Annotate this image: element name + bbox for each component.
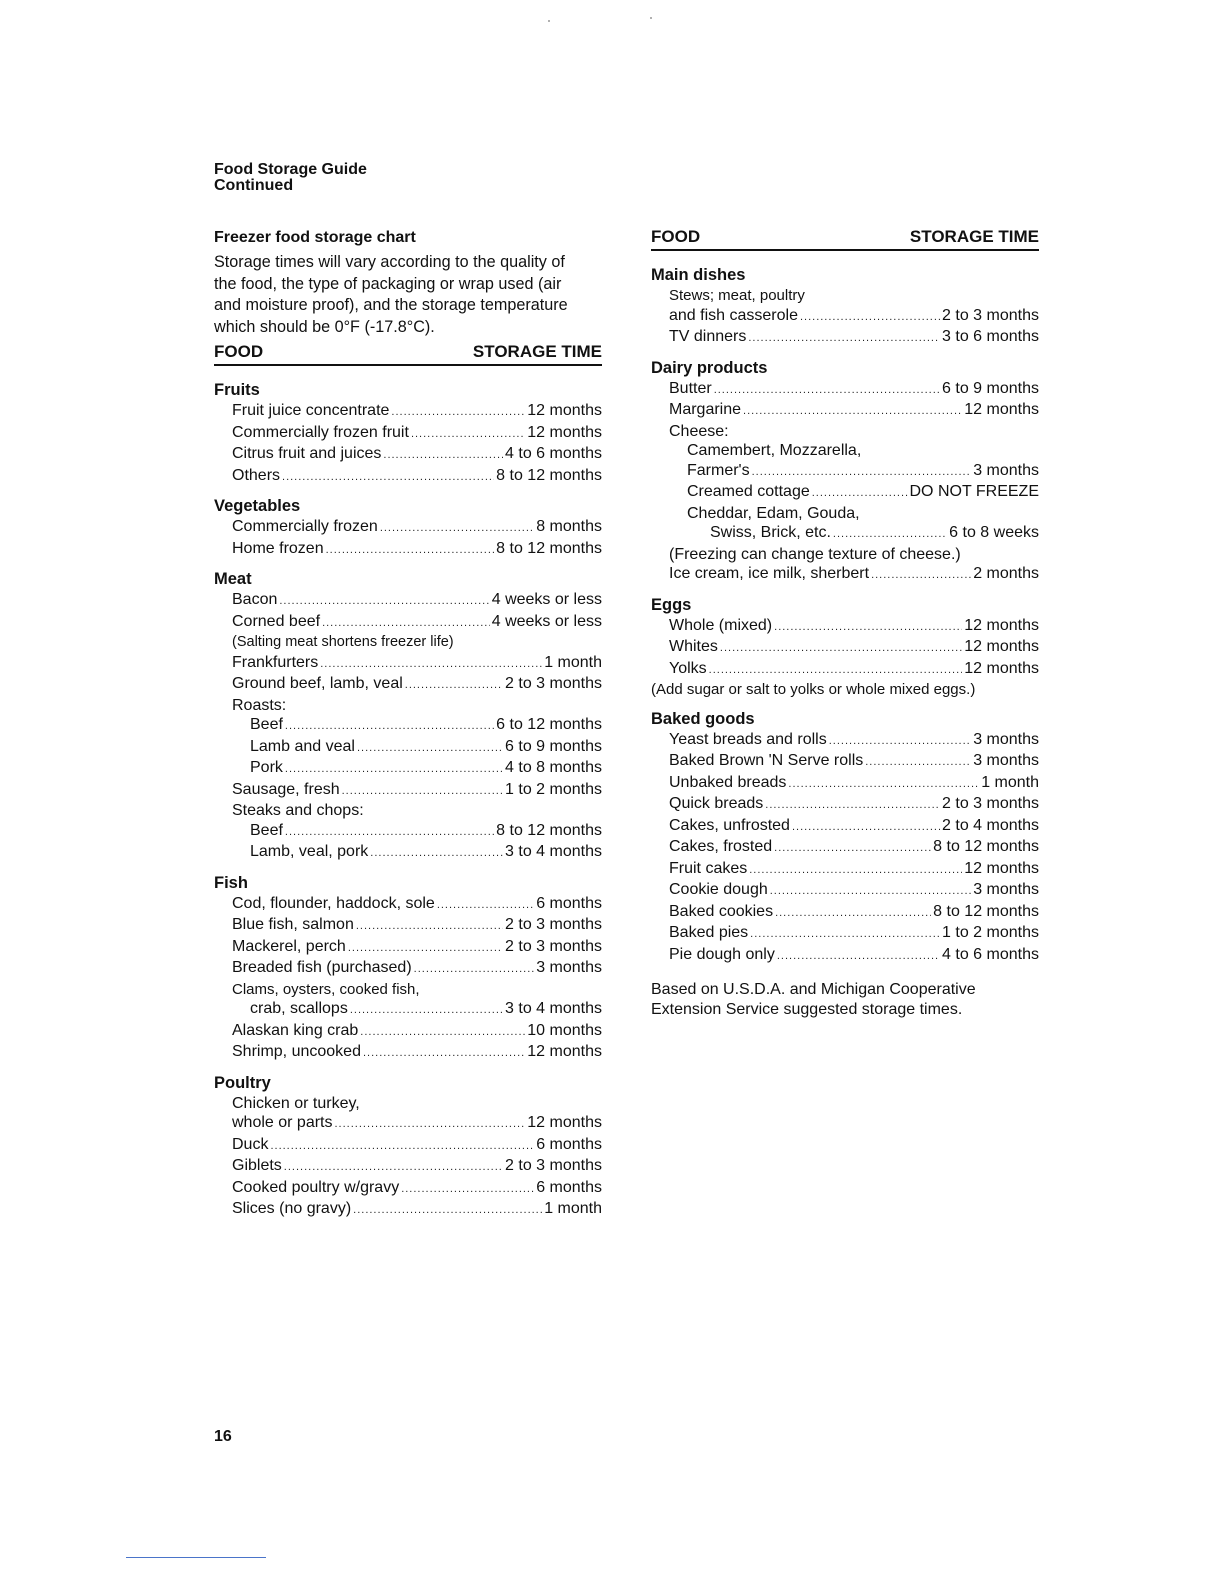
dot-leader	[326, 541, 495, 561]
section-title: Fish	[214, 873, 248, 892]
dot-leader	[380, 519, 534, 539]
storage-time: 6 to 9 months	[505, 737, 602, 755]
list-item	[651, 306, 1039, 328]
list-item	[651, 482, 1039, 504]
dot-leader	[743, 402, 962, 422]
dot-leader	[391, 403, 525, 423]
list-item	[214, 758, 602, 780]
food-name: Citrus fruit and juices	[232, 445, 382, 462]
food-name: Frankfurters	[232, 653, 319, 671]
dot-leader	[871, 566, 971, 586]
food-name: Mackerel, perch	[232, 937, 346, 955]
dot-leader	[414, 960, 535, 980]
food-name: Cakes, frosted	[669, 838, 773, 855]
food-name: Baked Brown 'N Serve rolls	[669, 752, 864, 769]
list-item	[214, 1178, 602, 1200]
food-name: Home frozen	[232, 539, 324, 557]
storage-time: 2 to 3 months	[942, 795, 1039, 812]
list-item	[651, 773, 1039, 795]
list-item	[651, 523, 1039, 545]
dot-leader	[752, 463, 972, 483]
dot-leader	[775, 904, 931, 924]
dot-leader	[812, 484, 908, 504]
dot-leader	[829, 732, 971, 752]
list-item	[651, 461, 1039, 483]
storage-time: 2 to 3 months	[505, 937, 602, 955]
storage-time: DO NOT FREEZE	[909, 483, 1039, 500]
food-name: Unbaked breads	[669, 773, 787, 791]
dot-leader	[279, 592, 489, 612]
food-name: and fish casserole	[669, 306, 798, 324]
dot-leader	[322, 614, 490, 634]
storage-time: 8 to 12 months	[933, 838, 1039, 855]
dot-leader	[285, 823, 494, 843]
list-item	[214, 1113, 602, 1135]
list-item	[214, 612, 602, 634]
storage-time: 3 months	[536, 959, 602, 976]
storage-time: 6 months	[536, 1178, 602, 1196]
storage-time: 1 month	[981, 773, 1039, 791]
scan-speck	[548, 20, 550, 22]
storage-time: 2 to 3 months	[942, 306, 1039, 324]
food-name: Alaskan king crab	[232, 1021, 359, 1039]
dot-leader	[774, 618, 962, 638]
list-item	[214, 517, 602, 539]
dot-leader	[342, 782, 503, 802]
storage-time: 3 to 4 months	[505, 843, 602, 860]
food-name: Yolks	[669, 659, 707, 677]
section-title: Meat	[214, 570, 252, 588]
storage-time: 6 to 12 months	[496, 716, 602, 733]
dot-leader	[350, 1001, 503, 1021]
list-item	[651, 902, 1039, 924]
food-name: Others	[232, 466, 281, 484]
food-name: Sausage, fresh	[232, 780, 340, 798]
section-title: Main dishes	[651, 266, 746, 284]
list-item	[651, 400, 1039, 422]
food-name: Quick breads	[669, 795, 764, 812]
list-item	[214, 915, 602, 937]
section-poultry	[214, 1073, 602, 1221]
list-item	[651, 564, 1039, 586]
list-item	[214, 1199, 602, 1221]
list-item	[651, 880, 1039, 902]
section-title: Eggs	[651, 595, 692, 614]
section-baked-goods	[651, 709, 1039, 967]
list-item	[214, 1021, 602, 1043]
dot-leader	[749, 861, 962, 881]
list-item	[214, 539, 602, 561]
scan-rule	[126, 1557, 266, 1558]
food-name: Swiss, Brick, etc.	[710, 524, 831, 541]
list-item	[214, 1156, 602, 1178]
list-item	[651, 837, 1039, 859]
food-name: Shrimp, uncooked	[232, 1043, 361, 1060]
food-name: TV dinners	[669, 328, 747, 345]
list-item	[214, 999, 602, 1021]
food-name: Giblets	[232, 1157, 282, 1174]
dot-leader	[750, 925, 940, 945]
section-main-dishes	[651, 265, 1039, 349]
food-name: Lamb, veal, pork	[250, 843, 369, 860]
storage-time: 2 to 3 months	[505, 1157, 602, 1174]
storage-time: 12 months	[964, 638, 1039, 655]
food-name: Commercially frozen fruit	[232, 423, 409, 441]
dot-leader	[348, 939, 503, 959]
list-item	[214, 1042, 602, 1064]
section-fish	[214, 873, 602, 1064]
storage-time: 1 month	[544, 1200, 602, 1217]
dot-leader	[320, 655, 542, 675]
storage-time: 2 to 3 months	[505, 675, 602, 692]
storage-time: 8 to 12 months	[496, 821, 602, 839]
dot-leader	[770, 882, 971, 902]
guide-subtitle: Continued	[214, 177, 294, 194]
list-item	[651, 616, 1039, 638]
list-item	[651, 923, 1039, 945]
section-vegetables	[214, 496, 602, 560]
food-name: Butter	[669, 379, 712, 397]
storage-time: 4 to 6 months	[942, 945, 1039, 963]
list-item	[651, 816, 1039, 838]
right-column	[651, 226, 1039, 1020]
list-item	[214, 894, 602, 916]
food-header: FOOD	[651, 227, 701, 246]
section-title: Vegetables	[214, 497, 301, 515]
dot-leader	[270, 1137, 534, 1157]
dot-leader	[370, 844, 503, 864]
dot-leader	[800, 308, 940, 328]
dot-leader	[720, 639, 962, 659]
storage-time: 8 to 12 months	[496, 539, 602, 557]
food-name: Bacon	[232, 591, 278, 608]
dot-leader	[774, 839, 931, 859]
dot-leader	[765, 796, 940, 816]
dot-leader	[405, 676, 503, 696]
storage-time: 12 months	[964, 616, 1039, 634]
dot-leader	[833, 525, 947, 545]
list-item	[651, 637, 1039, 659]
storage-time: 6 to 8 weeks	[949, 524, 1039, 541]
list-item	[214, 958, 602, 980]
storage-time: 3 to 6 months	[942, 328, 1039, 345]
dot-leader	[282, 468, 494, 488]
dot-leader	[284, 1158, 503, 1178]
food-name: Yeast breads and rolls	[669, 730, 827, 748]
food-name: Beef	[250, 716, 283, 733]
food-name: Whites	[669, 638, 718, 655]
list-item	[214, 674, 602, 696]
list-item	[214, 423, 602, 445]
intro-line: the food, the type of packaging or wrap used (air	[214, 274, 562, 293]
dot-leader	[709, 661, 963, 681]
food-name: Breaded fish (purchased)	[232, 959, 412, 976]
storage-time: 4 to 6 months	[505, 445, 602, 462]
food-name: Fruit cakes	[669, 859, 748, 877]
list-item	[214, 842, 602, 864]
storage-time: 12 months	[527, 423, 602, 441]
storage-time: 3 months	[973, 881, 1039, 898]
stews-label: Stews; meat, poultry	[669, 287, 805, 304]
scan-speck	[650, 17, 652, 19]
storage-time: 12 months	[964, 401, 1039, 418]
list-item	[214, 444, 602, 466]
dot-leader	[792, 818, 940, 838]
storage-time: 8 to 12 months	[496, 466, 602, 484]
list-item	[214, 715, 602, 737]
column-header	[214, 341, 602, 366]
cheese-label: Cheese:	[669, 422, 729, 440]
food-name: Lamb and veal	[250, 737, 355, 755]
storage-time: 12 months	[964, 859, 1039, 877]
intro-line: which should be 0°F (-17.8°C).	[214, 317, 435, 336]
food-name: Corned beef	[232, 612, 321, 630]
storage-time: 12 months	[527, 1043, 602, 1060]
food-name: Creamed cottage	[687, 483, 810, 500]
dot-leader	[285, 717, 494, 737]
dot-leader	[748, 329, 940, 349]
list-item	[651, 659, 1039, 681]
food-header: FOOD	[214, 342, 264, 361]
section-title: Baked goods	[651, 709, 755, 728]
column-header	[651, 226, 1039, 251]
list-item	[214, 653, 602, 675]
list-item	[651, 859, 1039, 881]
storage-time: 3 months	[973, 461, 1039, 479]
section-title: Fruits	[214, 381, 260, 399]
page-number: 16	[214, 1428, 232, 1445]
storage-time: 12 months	[964, 659, 1039, 677]
food-name: Fruit juice concentrate	[232, 402, 390, 419]
storage-time: 2 months	[973, 565, 1039, 582]
dot-leader	[335, 1115, 526, 1135]
storage-time-header: STORAGE TIME	[472, 342, 602, 361]
dot-leader	[360, 1023, 525, 1043]
steaks-label: Steaks and chops:	[232, 802, 364, 819]
dot-leader	[356, 917, 503, 937]
food-name: Blue fish, salmon	[232, 916, 354, 933]
dot-leader	[788, 775, 979, 795]
clams-label: Clams, oysters, cooked fish,	[232, 980, 420, 998]
list-item	[651, 794, 1039, 816]
storage-time: 4 weeks or less	[491, 591, 602, 608]
list-item	[214, 821, 602, 843]
food-name: Whole (mixed)	[669, 616, 773, 634]
list-item	[651, 379, 1039, 401]
list-item	[214, 1135, 602, 1157]
footnote-line: Based on U.S.D.A. and Michigan Cooperative	[651, 981, 976, 998]
dot-leader	[777, 947, 940, 967]
storage-time: 1 month	[544, 653, 602, 671]
intro-line: and moisture proof), and the storage temperature	[214, 296, 568, 314]
food-name: Farmer's	[687, 461, 750, 479]
list-item	[651, 751, 1039, 773]
food-name: Duck	[232, 1135, 269, 1153]
list-item	[214, 737, 602, 759]
storage-time: 2 to 3 months	[505, 916, 602, 933]
food-name: Cooked poultry w/gravy	[232, 1178, 400, 1196]
storage-time: 4 weeks or less	[491, 612, 602, 630]
cheddar-label: Cheddar, Edam, Gouda,	[687, 504, 860, 522]
list-item	[214, 466, 602, 488]
food-name: Slices (no gravy)	[232, 1200, 352, 1217]
food-name: Cakes, unfrosted	[669, 816, 790, 834]
dot-leader	[865, 753, 971, 773]
storage-time: 8 months	[536, 518, 602, 535]
storage-time: 4 to 8 months	[505, 759, 602, 776]
list-item	[214, 401, 602, 423]
section-dairy	[651, 358, 1039, 586]
dot-leader	[437, 896, 534, 916]
food-name: Baked pies	[669, 924, 749, 941]
footnote-line: Extension Service suggested storage times.	[651, 1001, 963, 1018]
storage-time: 12 months	[527, 402, 602, 419]
intro-line: Storage times will vary according to the quality of	[214, 253, 565, 271]
section-title: Poultry	[214, 1073, 271, 1092]
storage-time: 6 months	[536, 894, 602, 912]
list-item	[214, 937, 602, 959]
list-item	[651, 730, 1039, 752]
dot-leader	[285, 760, 503, 780]
storage-time: 3 months	[973, 752, 1039, 769]
food-name: Pork	[250, 759, 283, 776]
list-item	[214, 780, 602, 802]
food-name: Beef	[250, 821, 283, 839]
dot-leader	[411, 425, 525, 445]
chart-title: Freezer food storage chart	[214, 229, 416, 246]
section-title: Dairy products	[651, 358, 768, 377]
dot-leader	[363, 1044, 525, 1064]
food-name: Baked cookies	[669, 902, 774, 920]
storage-time: 8 to 12 months	[933, 902, 1039, 920]
page-header	[214, 162, 367, 194]
list-item	[651, 327, 1039, 349]
dot-leader	[357, 739, 503, 759]
food-name: Ice cream, ice milk, sherbert	[669, 565, 870, 582]
food-name: Commercially frozen	[232, 518, 378, 535]
left-column	[214, 228, 602, 1230]
food-name: Cookie dough	[669, 881, 768, 898]
storage-time: 6 months	[536, 1135, 602, 1153]
guide-title: Food Storage Guide	[214, 161, 367, 178]
texture-note: (Freezing can change texture of cheese.)	[669, 545, 961, 563]
storage-time: 6 to 9 months	[942, 379, 1039, 397]
section-meat	[214, 569, 602, 864]
food-name: crab, scallops	[250, 1000, 348, 1017]
food-name: whole or parts	[232, 1114, 333, 1131]
list-item	[651, 945, 1039, 967]
dot-leader	[714, 381, 940, 401]
intro-paragraph	[214, 252, 602, 338]
storage-time: 1 to 2 months	[505, 780, 602, 798]
section-fruits	[214, 380, 602, 487]
food-name: Margarine	[669, 401, 742, 418]
food-name: Pie dough only	[669, 945, 775, 963]
storage-time: 3 months	[973, 730, 1039, 748]
storage-time: 2 to 4 months	[942, 816, 1039, 834]
roasts-label: Roasts:	[232, 696, 287, 714]
storage-time: 12 months	[527, 1114, 602, 1131]
storage-time: 1 to 2 months	[942, 924, 1039, 941]
section-eggs	[651, 595, 1039, 700]
storage-time: 3 to 4 months	[505, 1000, 602, 1017]
source-footnote	[651, 980, 1039, 1020]
salting-note: (Salting meat shortens freezer life)	[232, 634, 454, 650]
dot-leader	[383, 446, 503, 466]
dot-leader	[401, 1180, 534, 1200]
food-name: Ground beef, lamb, veal	[232, 675, 403, 692]
chicken-label: Chicken or turkey,	[232, 1094, 360, 1112]
storage-time-header: STORAGE TIME	[909, 227, 1039, 246]
food-name: Cod, flounder, haddock, sole	[232, 894, 435, 912]
eggs-note: (Add sugar or salt to yolks or whole mixed eggs.)	[651, 681, 976, 698]
dot-leader	[353, 1201, 542, 1221]
list-item	[214, 590, 602, 612]
camembert-label: Camembert, Mozzarella,	[687, 442, 862, 459]
storage-time: 10 months	[527, 1021, 602, 1039]
